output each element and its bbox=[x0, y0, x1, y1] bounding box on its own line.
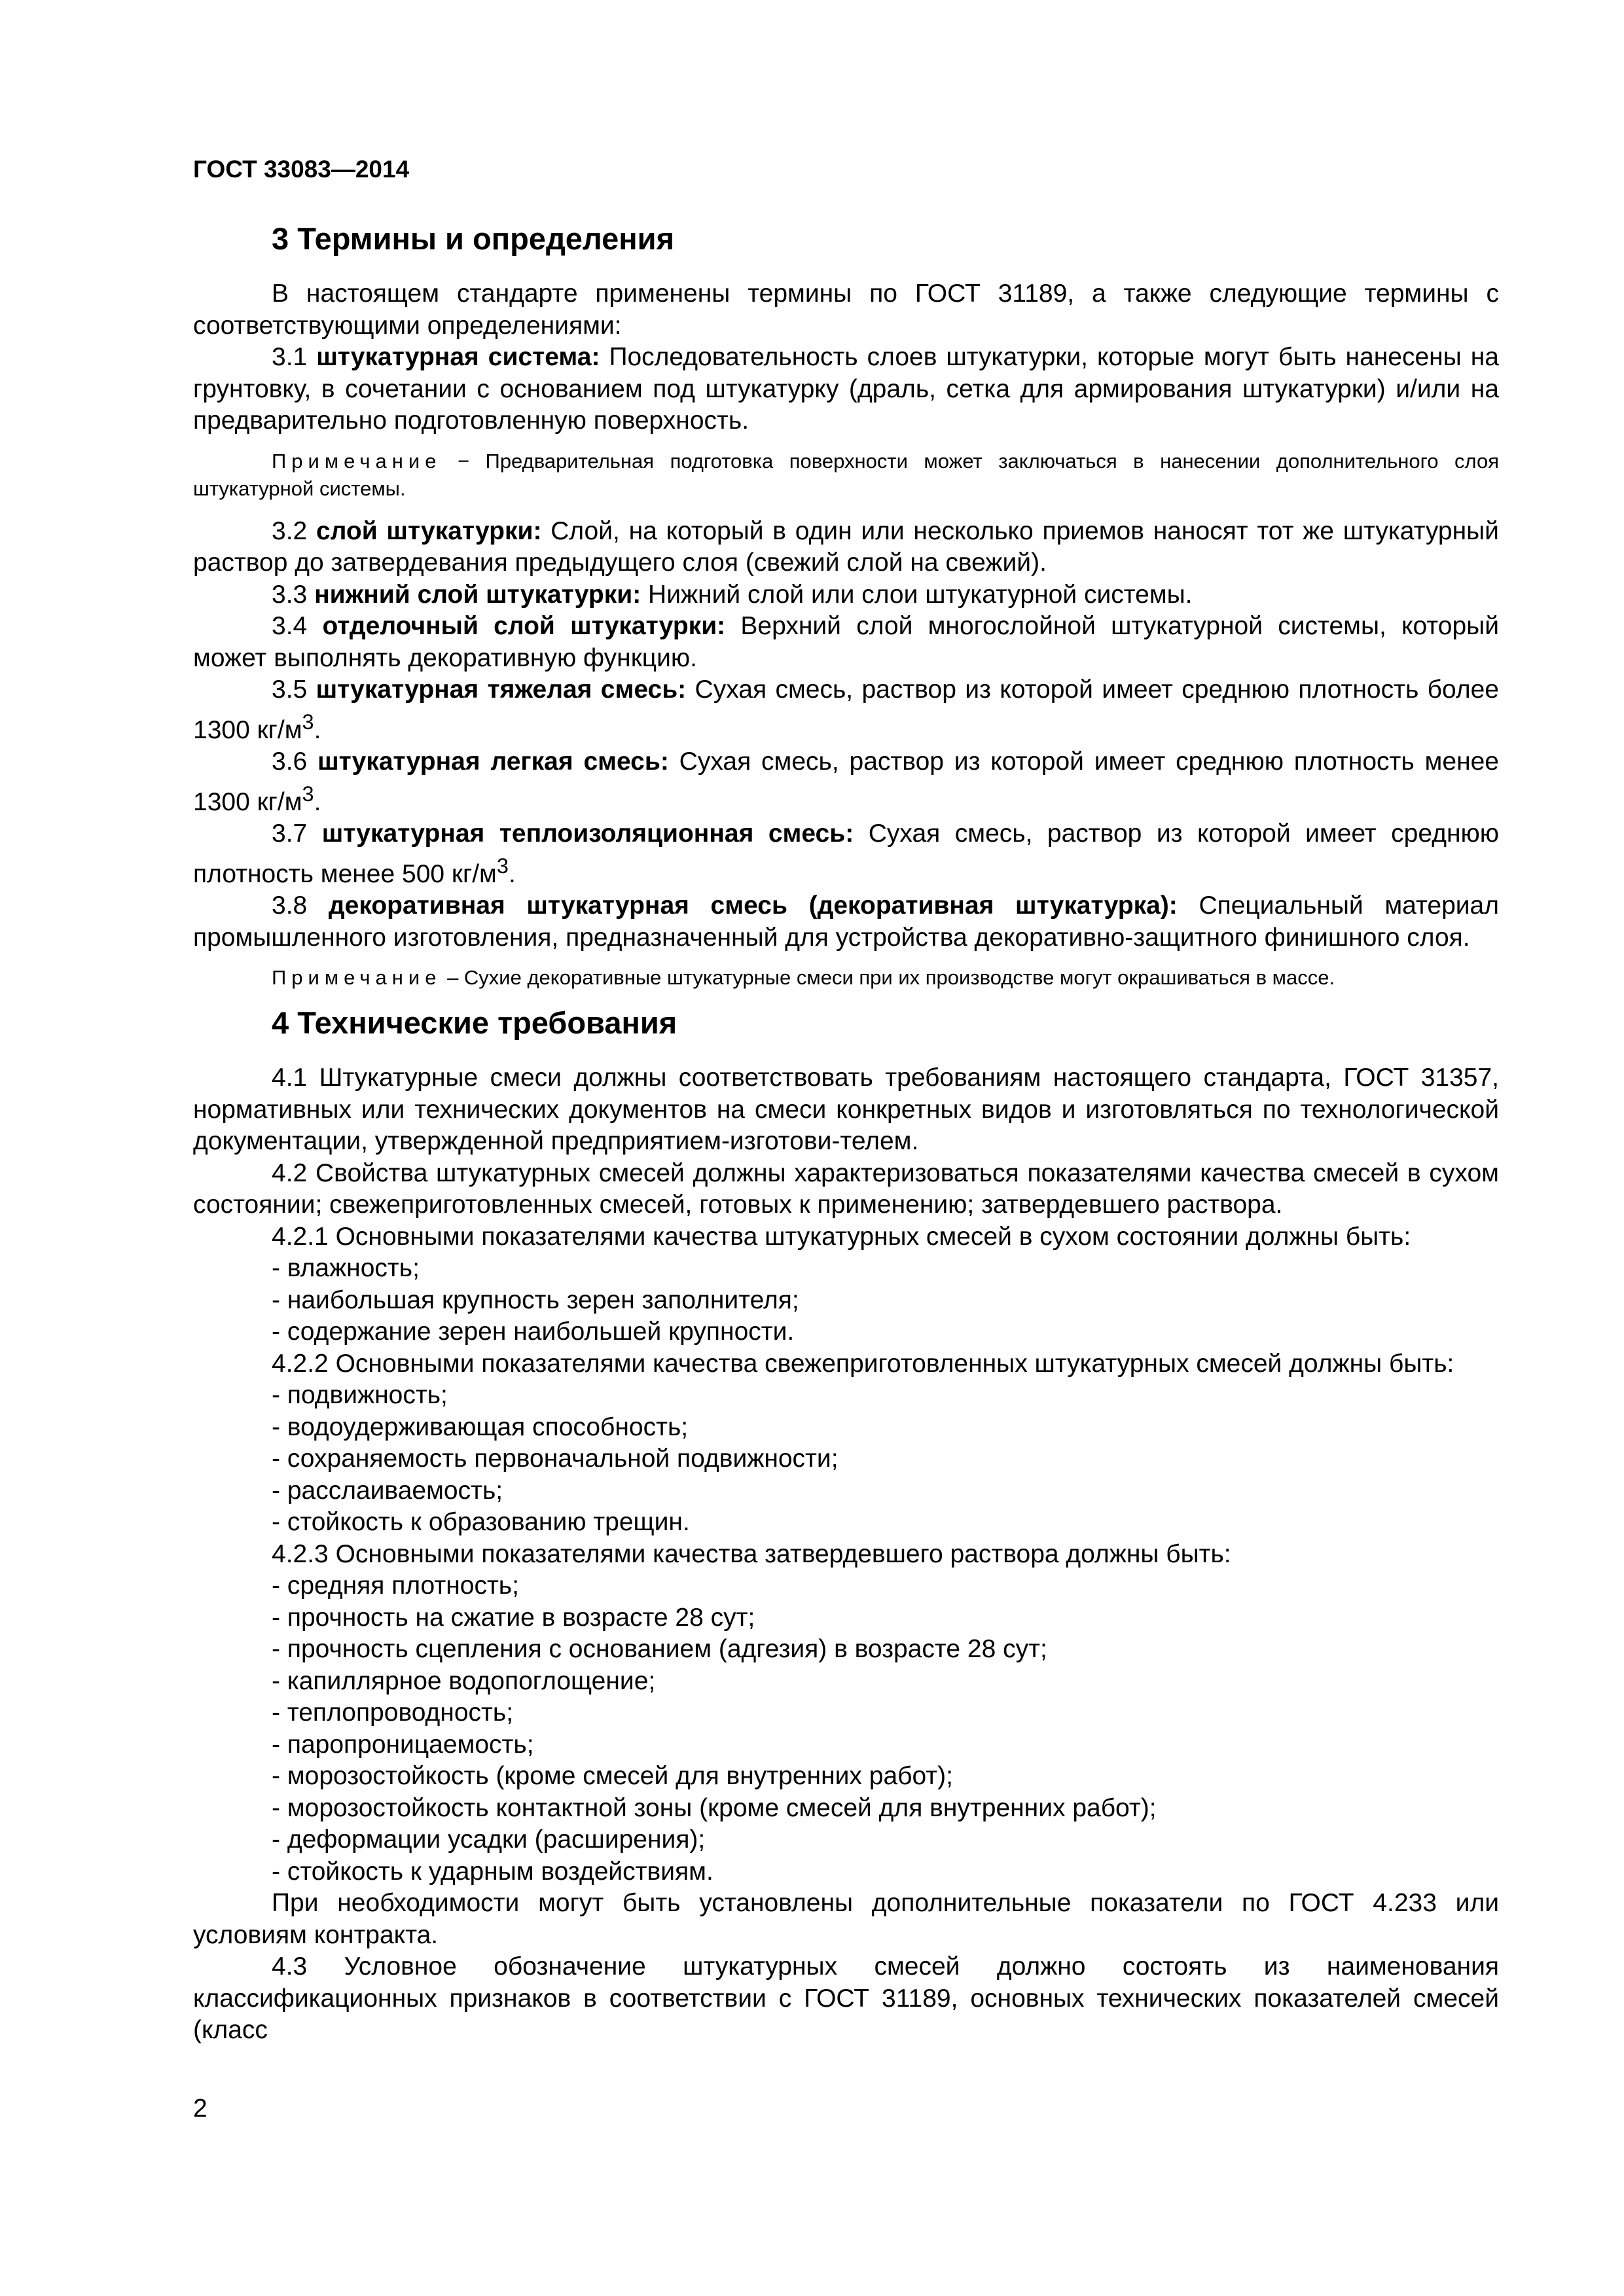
term-3-1 bbox=[193, 342, 1499, 437]
term-name: штукатурная теплоизоляционная смесь: bbox=[321, 819, 854, 848]
note-text: – Сухие декоративные штукатурные смеси при их производстве могут окрашиваться в массе. bbox=[447, 966, 1335, 989]
term-end: . bbox=[508, 859, 516, 888]
term-definition: Сухая смесь, раствор из которой имеет среднюю плотность менее 500 кг/м bbox=[193, 819, 1499, 888]
paragraph-4-1: 4.1 Штукатурные смеси должны соответствовать требованиям настоящего стандарта, ГОСТ 31357, нормативных или технических документов на смеси конкретных видов и изготовляться по технологической документации, утвержденной предприятием-изготови-телем. bbox=[193, 1064, 1499, 1155]
document-code: ГОСТ 33083—2014 bbox=[193, 156, 410, 183]
term-number: 3.1 bbox=[272, 343, 308, 371]
paragraph-4-2-3: 4.2.3 Основными показателями качества затвердевшего раствора должны быть: bbox=[272, 1539, 1231, 1568]
term-definition: Сухая смесь, раствор из которой имеет среднюю плотность менее 1300 кг/м bbox=[193, 747, 1499, 816]
term-definition: Слой, на который в один или несколько приемов наносят тот же штукатурный раствор до затвердевания предыдущего слоя (свежий слой на свежий). bbox=[193, 516, 1499, 577]
term-end: . bbox=[314, 787, 321, 816]
superscript-3: 3 bbox=[302, 781, 314, 806]
term-3-5 bbox=[193, 674, 1499, 746]
list-item: - морозостойкость (кроме смесей для внутренних работ); bbox=[272, 1762, 953, 1790]
superscript-3: 3 bbox=[302, 709, 314, 734]
paragraph-additional-indicators: При необходимости могут быть установлены дополнительные показатели по ГОСТ 4.233 или условиям контракта. bbox=[193, 1889, 1499, 1949]
list-item: - средняя плотность; bbox=[272, 1571, 519, 1600]
term-definition: Сухая смесь, раствор из которой имеет среднюю плотность более 1300 кг/м bbox=[193, 675, 1499, 744]
term-name: декоративная штукатурная смесь (декоративная штукатурка): bbox=[328, 891, 1178, 920]
term-end: . bbox=[314, 715, 321, 744]
term-3-6 bbox=[193, 746, 1499, 818]
list-item: - деформации усадки (расширения); bbox=[272, 1825, 706, 1854]
section-3-heading: 3 Термины и определения bbox=[272, 221, 674, 256]
list-item: - теплопроводность; bbox=[272, 1698, 514, 1727]
term-name: нижний слой штукатурки: bbox=[314, 580, 641, 609]
term-number: 3.8 bbox=[272, 891, 308, 920]
term-number: 3.2 bbox=[272, 516, 308, 545]
term-definition: Последовательность слоев штукатурки, которые могут быть нанесены на грунтовку, в сочетании с основанием под штукатурку (драль, сетка для армирования штукатурки) и/или на предварительно подготовленную поверхность. bbox=[193, 343, 1499, 435]
term-number: 3.4 bbox=[272, 612, 308, 640]
list-item: - морозостойкость контактной зоны (кроме смесей для внутренних работ); bbox=[272, 1793, 1157, 1822]
paragraph-4-3: 4.3 Условное обозначение штукатурных смесей должно состоять из наименования классификационных признаков в соответствии с ГОСТ 31189, основных технических показателей смесей (класс bbox=[193, 1952, 1499, 2044]
term-number: 3.3 bbox=[272, 580, 308, 609]
list-item: - содержание зерен наибольшей крупности. bbox=[272, 1318, 795, 1346]
note-3-1 bbox=[193, 448, 1499, 503]
list-item: - наибольшая крупность зерен заполнителя; bbox=[272, 1285, 799, 1314]
term-3-4 bbox=[193, 611, 1499, 674]
list-item: - капиллярное водопоглощение; bbox=[272, 1666, 656, 1695]
term-definition: Специальный материал промышленного изготовления, предназначенный для устройства декоративно-защитного финишного слоя. bbox=[193, 891, 1499, 952]
term-3-7 bbox=[193, 818, 1499, 890]
paragraph-4-2-1: 4.2.1 Основными показателями качества штукатурных смесей в сухом состоянии должны быть: bbox=[272, 1222, 1411, 1251]
list-item: - прочность на сжатие в возрасте 28 сут; bbox=[272, 1603, 755, 1632]
list-item: - расслаиваемость; bbox=[272, 1476, 503, 1505]
term-3-8 bbox=[193, 890, 1499, 954]
term-name: слой штукатурки: bbox=[316, 516, 542, 545]
paragraph-4-2-2: 4.2.2 Основными показателями качества свежеприготовленных штукатурных смесей должны быть: bbox=[272, 1349, 1454, 1378]
note-label: Примечание bbox=[272, 966, 442, 989]
list-item: - подвижность; bbox=[272, 1381, 448, 1409]
note-text: − Предварительная подготовка поверхности может заключаться в нанесении дополнительного слоя штукатурной системы. bbox=[193, 449, 1499, 500]
term-3-2 bbox=[193, 516, 1499, 579]
superscript-3: 3 bbox=[496, 853, 509, 878]
note-label: Примечание bbox=[272, 449, 442, 473]
list-item: - сохраняемость первоначальной подвижности; bbox=[272, 1444, 839, 1473]
list-item: - стойкость к образованию трещин. bbox=[272, 1508, 690, 1536]
term-definition: Нижний слой или слои штукатурной системы. bbox=[648, 580, 1193, 609]
list-item: - влажность; bbox=[272, 1254, 420, 1282]
term-definition: Верхний слой многослойной штукатурной системы, который может выполнять декоративную функцию. bbox=[193, 612, 1499, 672]
term-number: 3.6 bbox=[272, 747, 308, 776]
list-item: - водоудерживающая способность; bbox=[272, 1412, 689, 1441]
term-name: отделочный слой штукатурки: bbox=[322, 612, 726, 640]
paragraph-4-2: 4.2 Свойства штукатурных смесей должны характеризоваться показателями качества смесей в сухом состоянии; свежеприготовленных смесей, готовых к применению; затвердевшего раствора. bbox=[193, 1158, 1499, 1219]
term-name: штукатурная система: bbox=[316, 343, 600, 371]
term-name: штукатурная тяжелая смесь: bbox=[316, 675, 687, 704]
note-3-8 bbox=[193, 964, 1499, 992]
term-3-3 bbox=[193, 579, 1499, 611]
page-number: 2 bbox=[193, 2094, 208, 2123]
term-number: 3.5 bbox=[272, 675, 308, 704]
document-body bbox=[193, 219, 1499, 2047]
section-4-heading: 4 Технические требования bbox=[272, 1005, 677, 1040]
list-item: - паропроницаемость; bbox=[272, 1730, 534, 1759]
term-name: штукатурная легкая смесь: bbox=[317, 747, 669, 776]
section-3-intro: В настоящем стандарте применены термины по ГОСТ 31189, а также следующие термины с соответствующими определениями: bbox=[193, 279, 1499, 340]
list-item: - прочность сцепления с основанием (адгезия) в возрасте 28 сут; bbox=[272, 1635, 1047, 1663]
term-number: 3.7 bbox=[272, 819, 308, 848]
list-item: - стойкость к ударным воздействиям. bbox=[272, 1857, 713, 1886]
